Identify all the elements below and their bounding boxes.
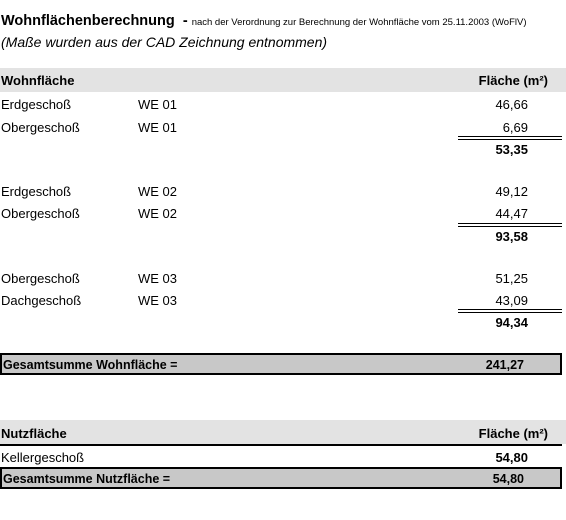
row-unit: WE 03 bbox=[138, 293, 178, 308]
nutzflaeche-header-rule bbox=[0, 444, 562, 446]
subtotal-value: 93,58 bbox=[495, 229, 528, 244]
row-floor: Erdgeschoß bbox=[1, 184, 72, 199]
row-value: 6,69 bbox=[502, 120, 528, 135]
subtotal-double-rule bbox=[458, 136, 562, 140]
wohnflaeche-total-value: 241,27 bbox=[485, 358, 524, 372]
wohnflaeche-total-label: Gesamtsumme Wohnfläche = bbox=[3, 358, 178, 372]
row-value: 44,47 bbox=[495, 206, 528, 221]
title-subtitle: nach der Verordnung zur Berechnung der Wohnfläche vom 25.11.2003 (WoFlV) bbox=[191, 17, 527, 28]
row-unit: WE 01 bbox=[138, 120, 178, 135]
measurement-note: (Maße wurden aus der CAD Zeichnung entnommen) bbox=[1, 34, 328, 50]
row-floor: Obergeschoß bbox=[1, 206, 80, 221]
subtotal-double-rule bbox=[458, 309, 562, 313]
nutzflaeche-total-value: 54,80 bbox=[492, 472, 524, 486]
row-value: 54,80 bbox=[495, 450, 528, 465]
nutzflaeche-total-label: Gesamtsumme Nutzfläche = bbox=[3, 472, 171, 486]
row-floor: Dachgeschoß bbox=[1, 293, 82, 308]
row-value: 43,09 bbox=[495, 293, 528, 308]
wohnflaeche-total-bar bbox=[0, 353, 562, 375]
title-main: Wohnflächenberechnung bbox=[1, 13, 175, 29]
subtotal-value: 53,35 bbox=[495, 142, 528, 157]
nutzflaeche-total-bar bbox=[0, 467, 562, 489]
title-dash: - bbox=[182, 13, 188, 29]
wohnflaeche-header-unit: Fläche (m²) bbox=[478, 73, 548, 88]
wohnflaeche-header-label: Wohnfläche bbox=[1, 73, 75, 88]
row-floor: Obergeschoß bbox=[1, 271, 80, 286]
row-floor: Kellergeschoß bbox=[1, 450, 85, 465]
subtotal-double-rule bbox=[458, 223, 562, 227]
subtotal-value: 94,34 bbox=[495, 315, 528, 330]
row-value: 49,12 bbox=[495, 184, 528, 199]
row-floor: Obergeschoß bbox=[1, 120, 80, 135]
nutzflaeche-header-label: Nutzfläche bbox=[1, 426, 67, 441]
page-title bbox=[1, 13, 527, 29]
nutzflaeche-header-unit: Fläche (m²) bbox=[478, 426, 548, 441]
row-floor: Erdgeschoß bbox=[1, 97, 72, 112]
row-unit: WE 03 bbox=[138, 271, 178, 286]
row-unit: WE 01 bbox=[138, 97, 178, 112]
row-value: 51,25 bbox=[495, 271, 528, 286]
row-unit: WE 02 bbox=[138, 184, 178, 199]
row-value: 46,66 bbox=[495, 97, 528, 112]
row-unit: WE 02 bbox=[138, 206, 178, 221]
